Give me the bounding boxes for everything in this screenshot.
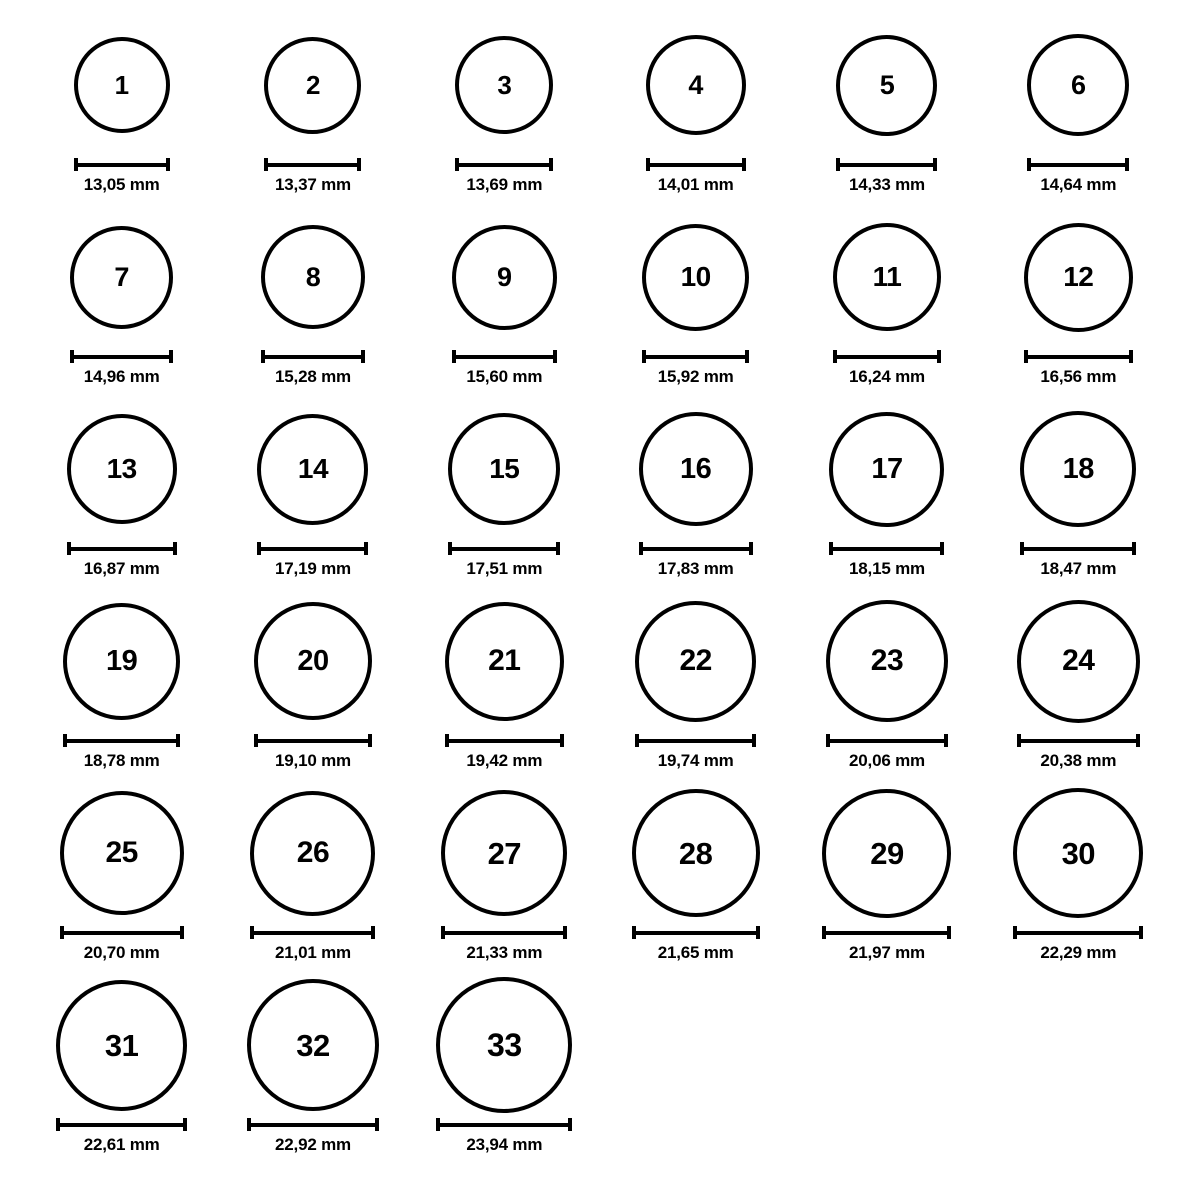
ring-size-number: 3 <box>497 70 512 100</box>
ring-circle-icon <box>829 412 944 527</box>
ring-circle-wrap <box>264 18 361 152</box>
ring-circle-icon <box>70 226 173 329</box>
caliper-icon <box>452 350 557 362</box>
ring-measurement <box>635 734 756 771</box>
ring-diameter-label: 21,33 mm <box>466 943 543 962</box>
caliper-icon <box>448 542 560 554</box>
ring-circle-wrap <box>1027 18 1129 152</box>
ring-circle-icon <box>261 225 365 329</box>
ring-size-number: 4 <box>688 69 703 100</box>
ring-diameter-label: 13,05 mm <box>83 175 160 194</box>
caliper-icon <box>826 734 948 746</box>
ring-size-number: 26 <box>296 836 330 869</box>
caliper-icon <box>1013 926 1143 938</box>
ring-measurement <box>257 542 368 579</box>
ring-size-cell <box>409 402 600 594</box>
ring-size-cell <box>409 978 600 1170</box>
caliper-icon <box>264 158 361 170</box>
ring-diameter-label: 13,69 mm <box>466 175 543 194</box>
caliper-icon <box>833 350 941 362</box>
ring-size-cell <box>791 210 982 402</box>
ring-diameter-label: 14,96 mm <box>83 367 160 386</box>
ring-measurement <box>632 926 760 963</box>
ring-size-number: 7 <box>114 261 129 292</box>
caliper-icon <box>60 926 184 938</box>
ring-circle-wrap <box>833 210 941 344</box>
ring-circle-wrap <box>250 786 375 920</box>
ring-diameter-label: 17,19 mm <box>275 559 351 578</box>
caliper-icon <box>250 926 375 938</box>
ring-circle-wrap <box>836 18 937 152</box>
ring-circle-icon <box>632 789 760 917</box>
ring-diameter-label: 19,10 mm <box>275 751 351 770</box>
ring-diameter-label: 22,61 mm <box>83 1135 160 1154</box>
ring-diameter-label: 21,97 mm <box>849 943 925 962</box>
ring-measurement <box>261 350 365 387</box>
caliper-icon <box>642 350 749 362</box>
caliper-icon <box>455 158 553 170</box>
ring-measurement <box>445 734 564 771</box>
ring-size-number: 14 <box>297 453 329 484</box>
ring-diameter-label: 16,56 mm <box>1040 367 1117 386</box>
ring-circle-wrap <box>635 594 756 728</box>
ring-diameter-label: 22,92 mm <box>275 1135 351 1154</box>
ring-diameter-label: 14,64 mm <box>1040 175 1117 194</box>
ring-circle-icon <box>436 977 572 1113</box>
ring-size-cell <box>217 978 408 1170</box>
ring-size-number: 6 <box>1071 69 1086 100</box>
ring-size-cell <box>983 786 1174 978</box>
ring-circle-icon <box>1027 34 1129 136</box>
ring-measurement <box>1020 542 1136 579</box>
caliper-icon <box>639 542 753 554</box>
ring-measurement <box>639 542 753 579</box>
ring-diameter-label: 18,78 mm <box>83 751 160 770</box>
caliper-icon <box>254 734 372 746</box>
ring-size-cell <box>791 18 982 210</box>
ring-size-cell <box>983 594 1174 786</box>
ring-circle-wrap <box>642 210 749 344</box>
caliper-icon <box>829 542 944 554</box>
ring-size-number: 22 <box>679 644 712 677</box>
ring-size-number: 2 <box>306 70 320 100</box>
caliper-icon <box>822 926 951 938</box>
ring-size-number: 30 <box>1061 835 1096 871</box>
ring-circle-icon <box>642 224 749 331</box>
ring-size-number: 23 <box>870 644 904 677</box>
caliper-icon <box>436 1118 572 1130</box>
ring-circle-wrap <box>445 594 564 728</box>
caliper-icon <box>1017 734 1140 746</box>
caliper-icon <box>445 734 564 746</box>
ring-diameter-label: 20,06 mm <box>849 751 925 770</box>
ring-circle-icon <box>448 413 560 525</box>
ring-size-cell <box>791 786 982 978</box>
ring-size-cell <box>409 594 600 786</box>
ring-size-cell <box>600 594 791 786</box>
ring-size-number: 31 <box>104 1027 139 1063</box>
ring-circle-wrap <box>448 402 560 536</box>
ring-circle-icon <box>826 600 948 722</box>
ring-size-cell <box>217 18 408 210</box>
ring-measurement <box>448 542 560 579</box>
ring-circle-wrap <box>60 786 184 920</box>
ring-circle-wrap <box>1024 210 1133 344</box>
ring-circle-icon <box>1024 223 1133 332</box>
ring-size-number: 1 <box>114 70 129 100</box>
ring-diameter-label: 15,92 mm <box>657 367 734 386</box>
ring-size-cell <box>600 18 791 210</box>
ring-measurement <box>829 542 944 579</box>
ring-circle-icon <box>639 412 753 526</box>
ring-size-number: 13 <box>106 453 137 484</box>
ring-size-number: 9 <box>497 261 512 292</box>
ring-measurement <box>1013 926 1143 963</box>
caliper-icon <box>646 158 746 170</box>
ring-measurement <box>455 158 553 195</box>
ring-size-number: 27 <box>487 835 522 871</box>
ring-circle-wrap <box>254 594 372 728</box>
ring-circle-icon <box>822 789 951 918</box>
caliper-icon <box>247 1118 379 1130</box>
ring-size-cell <box>409 210 600 402</box>
ring-size-cell <box>983 402 1174 594</box>
ring-circle-wrap <box>829 402 944 536</box>
ring-size-number: 5 <box>879 69 895 100</box>
ring-diameter-label: 17,51 mm <box>466 559 543 578</box>
ring-measurement <box>826 734 948 771</box>
caliper-icon <box>56 1118 187 1130</box>
ring-measurement <box>436 1118 572 1155</box>
ring-size-cell <box>26 786 217 978</box>
ring-size-cell <box>217 210 408 402</box>
caliper-icon <box>635 734 756 746</box>
ring-size-cell <box>791 402 982 594</box>
ring-diameter-label: 15,60 mm <box>466 367 543 386</box>
ring-size-number: 20 <box>297 644 329 677</box>
ring-measurement <box>250 926 375 963</box>
ring-circle-icon <box>1020 411 1136 527</box>
ring-circle-icon <box>250 791 375 916</box>
ring-measurement <box>642 350 749 387</box>
ring-size-number: 10 <box>680 261 711 292</box>
ring-circle-icon <box>254 602 372 720</box>
ring-size-cell <box>983 210 1174 402</box>
ring-size-number: 15 <box>489 453 520 484</box>
ring-circle-icon <box>646 35 746 135</box>
ring-diameter-label: 15,28 mm <box>275 367 351 386</box>
ring-circle-wrap <box>826 594 948 728</box>
ring-size-cell <box>983 18 1174 210</box>
ring-circle-wrap <box>646 18 746 152</box>
ring-diameter-label: 21,65 mm <box>657 943 734 962</box>
ring-measurement <box>254 734 372 771</box>
ring-circle-icon <box>836 35 937 136</box>
ring-size-cell <box>600 402 791 594</box>
ring-size-number: 17 <box>871 452 903 485</box>
ring-diameter-label: 20,38 mm <box>1040 751 1117 770</box>
ring-size-number: 18 <box>1062 452 1094 485</box>
ring-size-cell <box>217 402 408 594</box>
ring-diameter-label: 20,70 mm <box>83 943 160 962</box>
ring-circle-wrap <box>436 978 572 1112</box>
ring-size-number: 21 <box>488 644 521 677</box>
ring-measurement <box>56 1118 187 1155</box>
ring-circle-icon <box>833 223 941 331</box>
ring-circle-wrap <box>74 18 170 152</box>
ring-size-number: 33 <box>487 1027 522 1063</box>
ring-circle-wrap <box>261 210 365 344</box>
ring-measurement <box>264 158 361 195</box>
ring-measurement <box>247 1118 379 1155</box>
ring-diameter-label: 23,94 mm <box>466 1135 543 1154</box>
ring-diameter-label: 22,29 mm <box>1040 943 1117 962</box>
ring-measurement <box>646 158 746 195</box>
ring-size-cell <box>409 18 600 210</box>
ring-measurement <box>833 350 941 387</box>
ring-size-cell <box>26 594 217 786</box>
ring-size-number: 29 <box>870 835 904 871</box>
ring-circle-wrap <box>822 786 951 920</box>
ring-measurement <box>74 158 170 195</box>
caliper-icon <box>1020 542 1136 554</box>
ring-circle-wrap <box>441 786 567 920</box>
ring-measurement <box>1024 350 1133 387</box>
ring-diameter-label: 17,83 mm <box>657 559 734 578</box>
ring-circle-wrap <box>455 18 553 152</box>
ring-size-cell <box>409 786 600 978</box>
ring-size-cell <box>26 402 217 594</box>
ring-size-number: 19 <box>106 644 138 677</box>
ring-circle-icon <box>1017 600 1140 723</box>
ring-size-number: 32 <box>296 1027 330 1063</box>
caliper-icon <box>632 926 760 938</box>
ring-circle-icon <box>56 980 187 1111</box>
ring-size-number: 28 <box>678 835 713 871</box>
ring-circle-icon <box>63 603 180 720</box>
ring-measurement <box>60 926 184 963</box>
caliper-icon <box>257 542 368 554</box>
ring-measurement <box>1027 158 1129 195</box>
ring-diameter-label: 18,47 mm <box>1040 559 1117 578</box>
ring-circle-icon <box>60 791 184 915</box>
ring-circle-wrap <box>70 210 173 344</box>
ring-size-number: 8 <box>305 261 321 292</box>
ring-diameter-label: 19,74 mm <box>657 751 734 770</box>
caliper-icon <box>67 542 177 554</box>
ring-circle-wrap <box>639 402 753 536</box>
ring-circle-wrap <box>56 978 187 1112</box>
ring-size-number: 12 <box>1063 261 1094 292</box>
ring-circle-icon <box>74 37 170 133</box>
ring-circle-wrap <box>63 594 180 728</box>
ring-size-cell <box>600 786 791 978</box>
ring-measurement <box>63 734 180 771</box>
ring-size-cell <box>26 978 217 1170</box>
caliper-icon <box>1024 350 1133 362</box>
caliper-icon <box>63 734 180 746</box>
ring-diameter-label: 13,37 mm <box>275 175 351 194</box>
ring-measurement <box>452 350 557 387</box>
caliper-icon <box>261 350 365 362</box>
ring-size-cell <box>791 594 982 786</box>
ring-measurement <box>822 926 951 963</box>
ring-circle-icon <box>1013 788 1143 918</box>
ring-measurement <box>67 542 177 579</box>
ring-circle-wrap <box>1017 594 1140 728</box>
ring-circle-icon <box>247 979 379 1111</box>
ring-circle-icon <box>257 414 368 525</box>
ring-circle-wrap <box>67 402 177 536</box>
ring-size-number: 11 <box>872 261 902 292</box>
ring-size-cell <box>600 210 791 402</box>
ring-diameter-label: 19,42 mm <box>466 751 543 770</box>
ring-circle-wrap <box>1013 786 1143 920</box>
ring-circle-icon <box>455 36 553 134</box>
ring-circle-wrap <box>1020 402 1136 536</box>
ring-size-number: 25 <box>105 836 138 869</box>
ring-size-cell <box>26 210 217 402</box>
ring-size-number: 24 <box>1062 644 1095 677</box>
ring-circle-wrap <box>247 978 379 1112</box>
ring-circle-icon <box>441 790 567 916</box>
ring-circle-icon <box>445 602 564 721</box>
ring-circle-icon <box>264 37 361 134</box>
ring-measurement <box>1017 734 1140 771</box>
ring-circle-icon <box>452 225 557 330</box>
caliper-icon <box>74 158 170 170</box>
ring-circle-wrap <box>632 786 760 920</box>
ring-diameter-label: 16,87 mm <box>83 559 160 578</box>
caliper-icon <box>70 350 173 362</box>
ring-size-cell <box>26 18 217 210</box>
ring-measurement <box>70 350 173 387</box>
ring-size-number: 16 <box>680 452 712 485</box>
ring-circle-icon <box>635 601 756 722</box>
ring-diameter-label: 21,01 mm <box>275 943 351 962</box>
ring-diameter-label: 14,33 mm <box>849 175 925 194</box>
ring-size-cell <box>217 786 408 978</box>
ring-measurement <box>441 926 567 963</box>
ring-size-cell <box>217 594 408 786</box>
ring-circle-icon <box>67 414 177 524</box>
caliper-icon <box>836 158 937 170</box>
ring-diameter-label: 18,15 mm <box>849 559 925 578</box>
caliper-icon <box>441 926 567 938</box>
ring-diameter-label: 14,01 mm <box>657 175 734 194</box>
ring-circle-wrap <box>257 402 368 536</box>
caliper-icon <box>1027 158 1129 170</box>
ring-diameter-label: 16,24 mm <box>849 367 925 386</box>
ring-circle-wrap <box>452 210 557 344</box>
ring-measurement <box>836 158 937 195</box>
